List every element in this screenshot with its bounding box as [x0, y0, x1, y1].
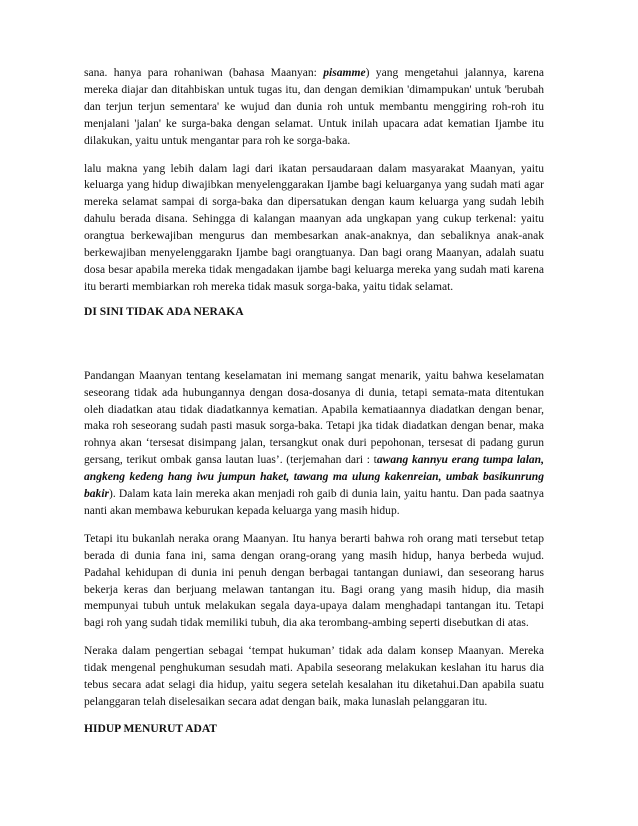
paragraph-4: Tetapi itu bukanlah neraka orang Maanyan. Itu hanya berarti bahwa roh orang mati tersebut tetap berada di dunia fana ini, sama dengan orang-orang yang masih hidup, hanya berbeda wujud. Padahal kehidupan di dunia ini penuh dengan berbagai tantangan duniawi, dan seseorang harus bekerja keras dan berjuang melawan tantangan itu. Bagi orang yang masih hidup, dia masih mempunyai tubuh untuk melakukan segala daya-upaya dalam menghadapi tantangan itu. Tetapi bagi roh yang sudah tidak memiliki tubuh, dia aka terombang-ambing seperti disebutkan di atas. — [84, 532, 544, 630]
paragraph-3-part-c: ). Dalam kata lain mereka akan menjadi roh gaib di dunia lain, yaitu hantu. Dan pada saatnya nanti akan membawa keburukan kepada keluarga yang masih hidup. — [84, 488, 544, 517]
paragraph-1 — [84, 65, 544, 150]
section-heading-neraka: DI SINI TIDAK ADA NERAKA — [84, 305, 244, 318]
document-page — [84, 65, 544, 738]
paragraph-3-quote-maanyan: awang kannyu erang tumpa lalan, angkeng kedeng hang iwu jumpun haket, tawang ma ulung kakenreian, umbak basikunrung bakir — [84, 454, 544, 501]
section-heading-adat: HIDUP MENURUT ADAT — [84, 722, 218, 735]
paragraph-5: Neraka dalam pengertian sebagai ‘tempat hukuman’ tidak ada dalam konsep Maanyan. Mereka tidak mengenal penghukuman sesudah mati. Apabila seseorang melakukan keslahan itu harus dia tebus secara adat selagi dia hidup, yaitu segera setelah kesalahan itu diketahui.Dan apabila suatu pelanggaran telah diselesaikan secara adat dengan baik, maka lunaslah pelanggaran itu. — [84, 645, 544, 708]
paragraph-1-term-pisamme: pisamme — [323, 67, 366, 79]
paragraph-3-part-a: Pandangan Maanyan tentang keselamatan ini memang sangat menarik, yaitu bahwa keselamatan seseorang tidak ada hubungannya dengan dosa-dosanya di dunia, tetapi semata-mata ditentukan oleh diadatkan atau tidak diadatkannya kematian. Apabila kematiaannya diadatkan dengan benar, maka roh seseorang sudah pasti masuk sorga-baka. Tetapi jka tidak diadatkan dengan benar, maka rohnya akan ‘tersesat disimpang jalan, tersangkut onak duri pepohonan, tersesat di padang gurun gersang, terikut ombak gansa lautan luas’. (terjemahan dari : t — [84, 369, 544, 467]
paragraph-2: lalu makna yang lebih dalam lagi dari ikatan persaudaraan dalam masyarakat Maanyan, yaitu keluarga yang hidup diwajibkan menyelenggarakan Ijambe bagi keluarganya yang sudah mati agar mereka selamat sampai di sorga-baka dan dipersatukan dengan kaum keluarga yang sudah lebih dahulu berada disana. Sehingga di kalangan maanyan ada ungkapan yang cukup terkenal: yaitu orangtua berkewajiban mengurus dan membesarkan anak-anaknya, dan sebaliknya anak-anak berkewajiban menyelenggarakn Ijambe bagi orangtuanya. Dan bagi orang Maanyan, adalah suatu dosa besar apabila mereka tidak mengadakan ijambe bagi keluarga mereka yang sudah mati karena itu berarti membiarkan roh mereka tidak masuk sorga-baka, yaitu tidak selamat. — [84, 162, 544, 293]
paragraph-1-part-a: sana. hanya para rohaniwan (bahasa Maanyan: — [84, 67, 324, 79]
paragraph-3 — [84, 368, 544, 520]
paragraph-1-part-c: ) yang mengetahui jalannya, karena mereka diajar dan ditahbiskan untuk tugas itu, dan dengan demikian 'dimampukan' untuk 'berubah dan terjun terjun sementara' ke wujud dan dunia roh untuk membantu menggiring roh-roh itu menjalani 'jalan' ke surga-baka dengan selamat. Untuk inilah upacara adat kematian Ijambe itu dilakukan, yaitu untuk mengantar para roh ke sorga-baka. — [84, 67, 544, 147]
